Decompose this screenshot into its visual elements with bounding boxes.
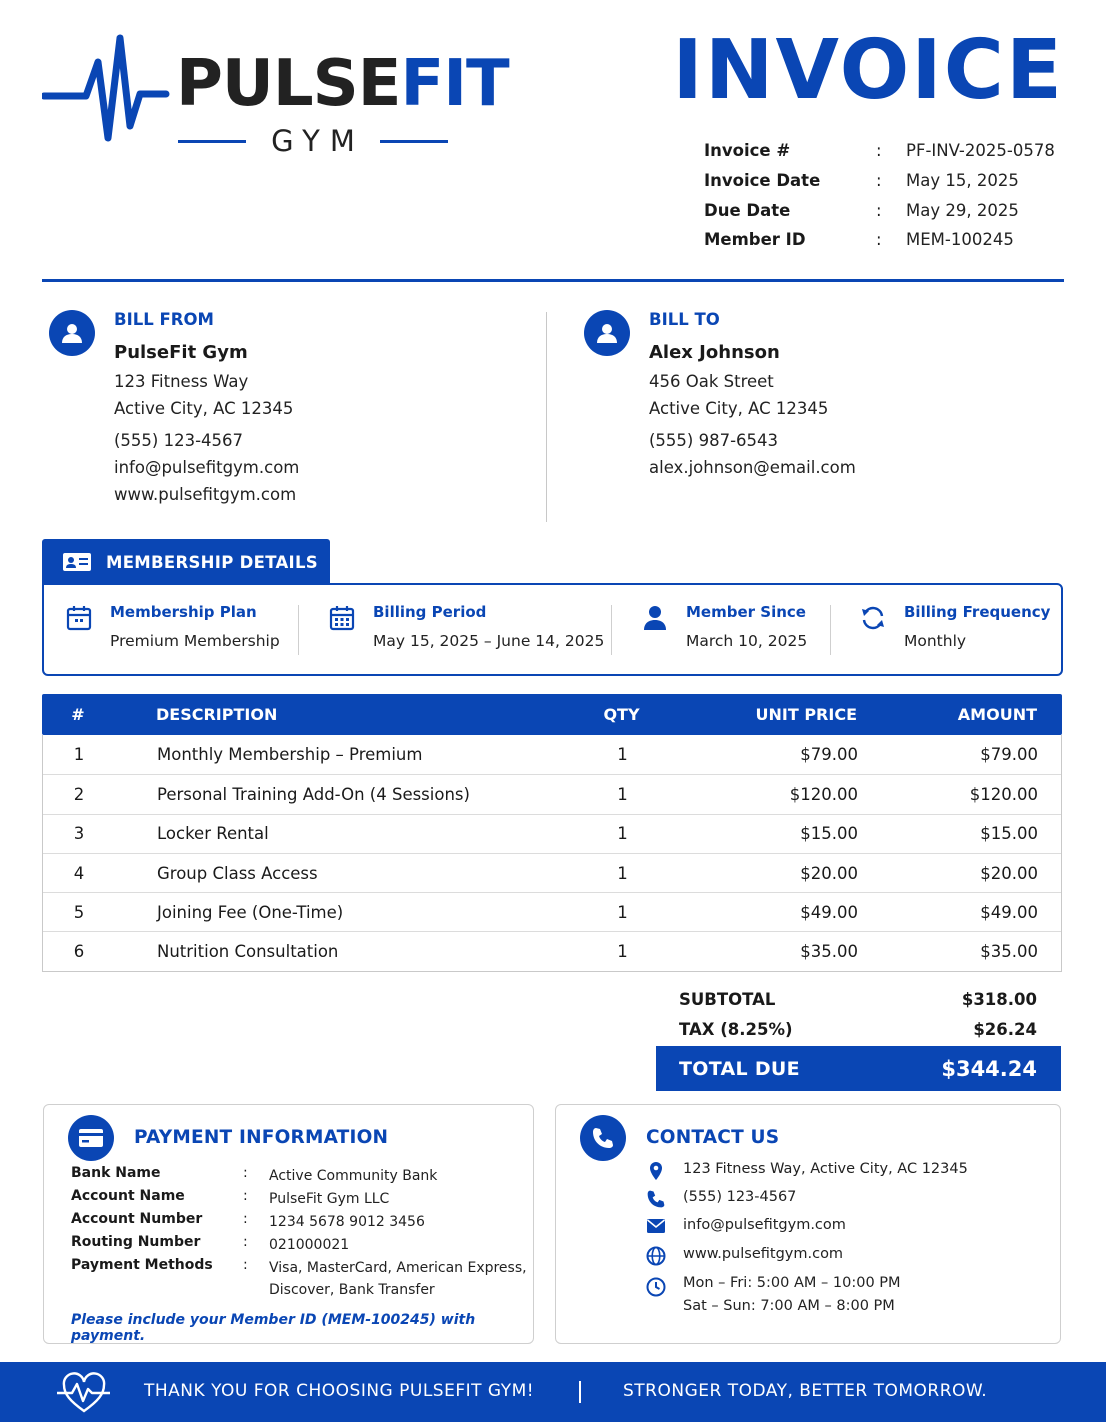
bill-divider bbox=[546, 312, 547, 522]
table-row: 3 Locker Rental 1 $15.00 $15.00 bbox=[43, 814, 1061, 853]
totals-block bbox=[656, 984, 1061, 1091]
contact-phone: (555) 123-4567 bbox=[683, 1189, 797, 1205]
calendar-grid-icon bbox=[329, 605, 355, 631]
brand-tagline: GYM bbox=[178, 124, 448, 158]
bill-from-website[interactable]: www.pulsefitgym.com bbox=[114, 485, 297, 504]
payment-row-routing-number: Routing Number : 021000021 bbox=[71, 1234, 350, 1253]
calendar-icon bbox=[66, 605, 92, 631]
contact-website[interactable]: www.pulsefitgym.com bbox=[683, 1246, 844, 1262]
line-items-table bbox=[42, 694, 1062, 972]
bill-from-heading: BILL FROM bbox=[114, 310, 214, 329]
contact-email[interactable]: info@pulsefitgym.com bbox=[683, 1217, 846, 1233]
table-row: 2 Personal Training Add-On (4 Sessions) 1 $120.00 $120.00 bbox=[43, 774, 1061, 813]
footer-divider bbox=[579, 1381, 581, 1403]
phone-icon bbox=[580, 1115, 626, 1161]
contact-card bbox=[555, 1104, 1061, 1344]
contact-address: 123 Fitness Way, Active City, AC 12345 bbox=[683, 1161, 968, 1177]
subtotal-row: SUBTOTAL $318.00 bbox=[679, 989, 1037, 1009]
refresh-icon bbox=[860, 605, 886, 631]
table-row: 4 Group Class Access 1 $20.00 $20.00 bbox=[43, 853, 1061, 892]
table-row: 5 Joining Fee (One-Time) 1 $49.00 $49.00 bbox=[43, 892, 1061, 931]
brand-name: PULSEFIT bbox=[176, 47, 509, 121]
bill-to-phone: (555) 987-6543 bbox=[649, 431, 779, 450]
person-icon bbox=[642, 605, 668, 631]
bill-to-address1: 456 Oak Street bbox=[649, 372, 774, 391]
map-pin-icon bbox=[646, 1161, 666, 1181]
bill-to-email[interactable]: alex.johnson@email.com bbox=[649, 458, 856, 477]
bill-from-email[interactable]: info@pulsefitgym.com bbox=[114, 458, 300, 477]
footer-slogan: STRONGER TODAY, BETTER TOMORROW. bbox=[623, 1381, 988, 1401]
bill-to-heading: BILL TO bbox=[649, 310, 720, 329]
contact-hours-weekdays: Mon – Fri: 5:00 AM – 10:00 PM bbox=[683, 1275, 901, 1291]
bill-from-address1: 123 Fitness Way bbox=[114, 372, 249, 391]
id-card-icon bbox=[62, 552, 92, 572]
clock-icon bbox=[646, 1277, 666, 1297]
heart-pulse-icon bbox=[56, 1371, 112, 1413]
table-row: 6 Nutrition Consultation 1 $35.00 $35.00 bbox=[43, 931, 1061, 970]
header-divider bbox=[42, 279, 1064, 282]
invoice-title: INVOICE bbox=[672, 23, 1064, 118]
meta-row-invoice-number: Invoice # : PF-INV-2025-0578 bbox=[704, 141, 1055, 161]
table-header: # DESCRIPTION QTY UNIT PRICE AMOUNT bbox=[42, 694, 1062, 735]
meta-row-due-date: Due Date : May 29, 2025 bbox=[704, 200, 1019, 220]
payment-row-account-name: Account Name : PulseFit Gym LLC bbox=[71, 1188, 390, 1207]
membership-details-box: Membership Plan Premium Membership Billing Period May 15, 2025 – June 14, 2025 Member Since March 10, 2025 Billing Frequency Monthly bbox=[42, 583, 1063, 676]
payment-row-bank-name: Bank Name : Active Community Bank bbox=[71, 1165, 438, 1184]
footer-banner bbox=[0, 1362, 1106, 1422]
payment-info-heading: PAYMENT INFORMATION bbox=[134, 1127, 389, 1148]
contact-hours-weekend: Sat – Sun: 7:00 AM – 8:00 PM bbox=[683, 1298, 895, 1314]
meta-row-invoice-date: Invoice Date : May 15, 2025 bbox=[704, 171, 1019, 191]
user-icon bbox=[49, 310, 95, 356]
meta-row-member-id: Member ID : MEM-100245 bbox=[704, 230, 1014, 250]
heartbeat-logo-icon bbox=[42, 34, 172, 144]
brand-logo bbox=[42, 34, 509, 164]
membership-details-heading: MEMBERSHIP DETAILS bbox=[106, 552, 318, 572]
globe-icon bbox=[646, 1246, 666, 1266]
envelope-icon bbox=[646, 1218, 666, 1234]
bill-to-address2: Active City, AC 12345 bbox=[649, 399, 829, 418]
payment-row-methods: Payment Methods : Visa, MasterCard, American Express, Discover, Bank Transfer bbox=[71, 1257, 527, 1298]
payment-row-account-number: Account Number : 1234 5678 9012 3456 bbox=[71, 1211, 425, 1230]
total-due-row: TOTAL DUE $344.24 bbox=[656, 1046, 1061, 1091]
invoice-meta bbox=[704, 136, 1064, 255]
contact-heading: CONTACT US bbox=[646, 1127, 780, 1148]
user-icon bbox=[584, 310, 630, 356]
tax-row: TAX (8.25%) $26.24 bbox=[679, 1019, 1037, 1039]
bill-from-name: PulseFit Gym bbox=[114, 342, 248, 363]
bill-to-name: Alex Johnson bbox=[649, 342, 780, 363]
payment-note: Please include your Member ID (MEM-100245) with payment. bbox=[71, 1312, 476, 1344]
bill-from-phone: (555) 123-4567 bbox=[114, 431, 244, 450]
table-row: 1 Monthly Membership – Premium 1 $79.00 $79.00 bbox=[73, 745, 1038, 765]
footer-thanks: THANK YOU FOR CHOOSING PULSEFIT GYM! bbox=[144, 1381, 535, 1401]
credit-card-icon bbox=[68, 1115, 114, 1161]
bill-from-address2: Active City, AC 12345 bbox=[114, 399, 294, 418]
membership-details-tab bbox=[42, 539, 330, 585]
payment-info-card bbox=[43, 1104, 534, 1344]
phone-small-icon bbox=[646, 1189, 666, 1209]
